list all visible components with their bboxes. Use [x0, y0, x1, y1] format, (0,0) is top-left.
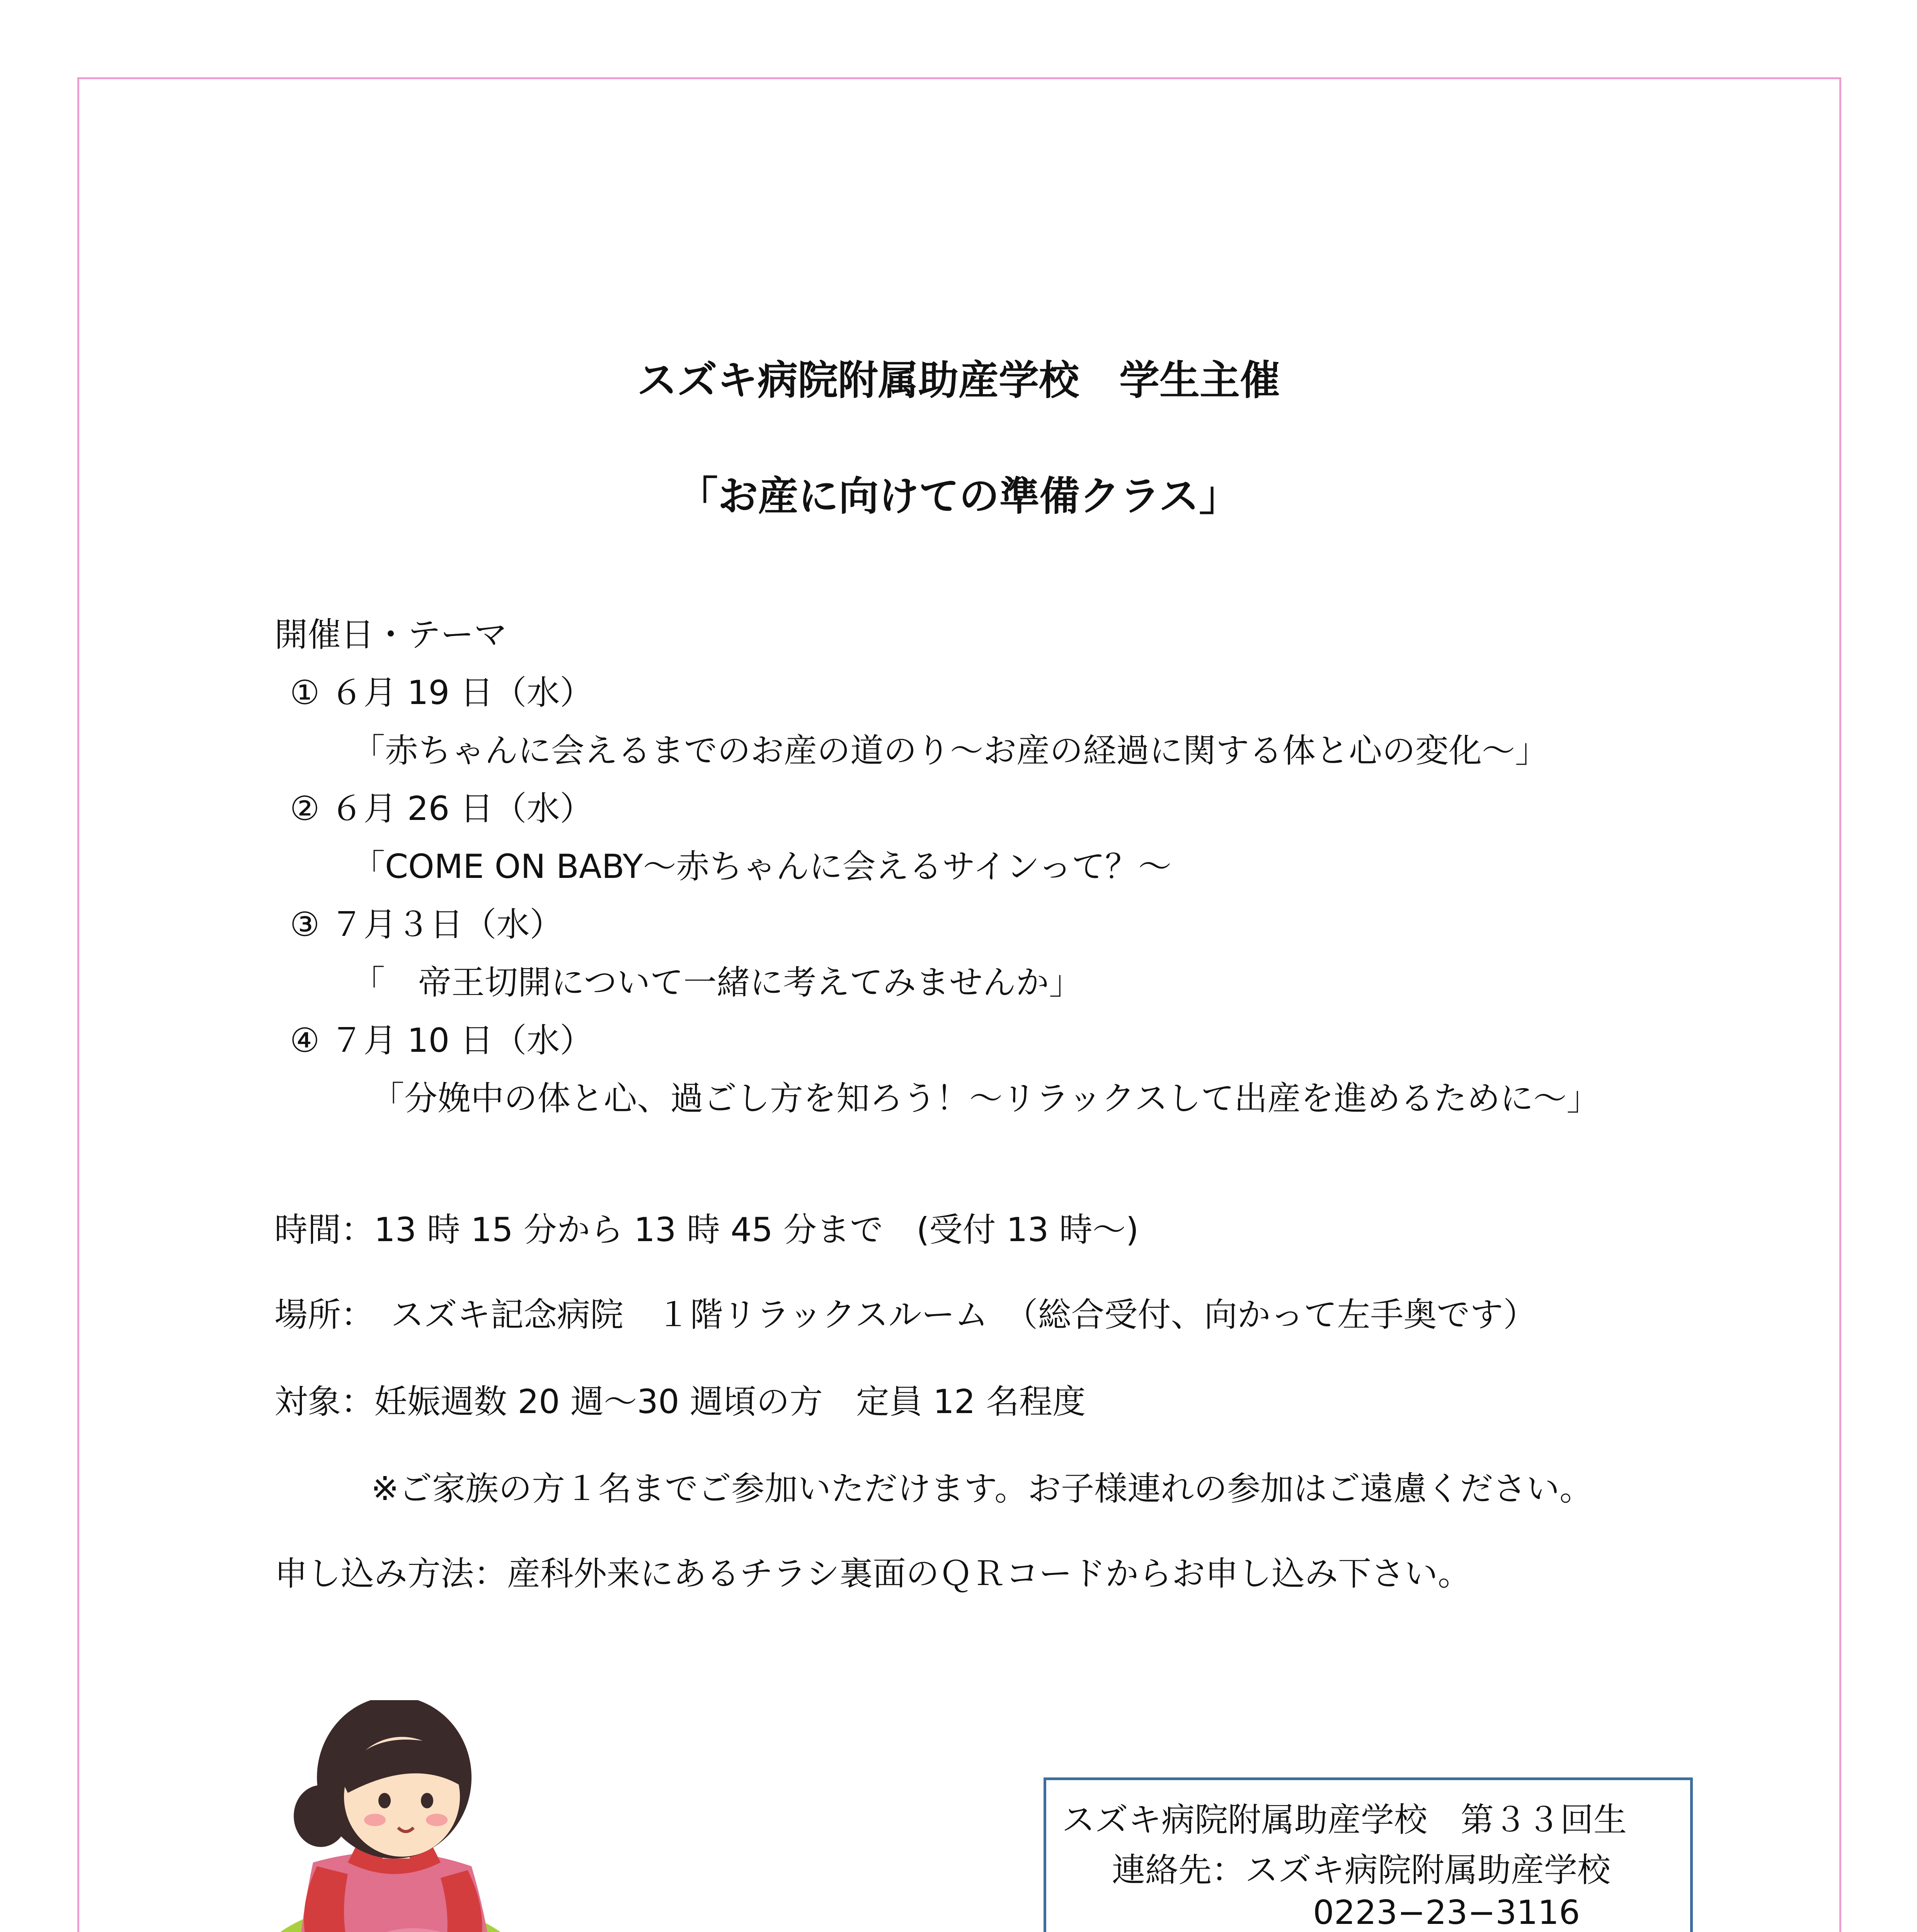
- contact-label: 連絡先：スズキ病院附属助産学校: [1112, 1851, 1611, 1889]
- session-4-theme: 「分娩中の体と心、過ごし方を知ろう！～リラックスして出産を進めるために～」: [371, 1079, 1600, 1118]
- contact-phone: 0223−23−3116: [1313, 1893, 1580, 1932]
- session-2-date: ② ６月 26 日（水）: [290, 789, 593, 828]
- schedule-heading: 開催日・テーマ: [274, 616, 507, 654]
- pregnant-woman-illustration: [232, 1700, 549, 1932]
- event-place: 場所： スズキ記念病院 １階リラックスルーム （総合受付、向かって左手奥です）: [274, 1296, 1537, 1334]
- event-target: 対象：妊娠週数 20 週～30 週頃の方 定員 12 名程度: [274, 1383, 1086, 1421]
- session-1-date: ① ６月 19 日（水）: [290, 673, 593, 712]
- session-1-theme: 「赤ちゃんに会えるまでのお産の道のり～お産の経過に関する体と心の変化～」: [352, 731, 1548, 770]
- session-3-date: ③ ７月３日（水）: [290, 905, 563, 944]
- event-time: 時間：13 時 15 分から 13 時 45 分まで (受付 13 時～): [274, 1211, 1139, 1249]
- organizer-heading: スズキ病院附属助産学校 学生主催: [637, 357, 1280, 404]
- contact-box: [1044, 1777, 1693, 1932]
- application-method: 申し込み方法：産科外来にあるチラシ裏面のＱＲコードからお申し込み下さい。: [274, 1554, 1471, 1593]
- session-3-theme: 「 帝王切開について一緒に考えてみませんか」: [352, 963, 1083, 1002]
- session-4-date: ④ ７月 10 日（水）: [290, 1021, 593, 1060]
- contact-class-line: スズキ病院附属助産学校 第３３回生: [1062, 1801, 1627, 1839]
- class-title: 「お産に向けての準備クラス」: [678, 473, 1239, 520]
- family-note: ※ご家族の方１名までご参加いただけます。お子様連れの参加はご遠慮ください。: [371, 1469, 1593, 1508]
- session-2-theme: 「COME ON BABY～赤ちゃんに会えるサインって？～: [352, 847, 1172, 886]
